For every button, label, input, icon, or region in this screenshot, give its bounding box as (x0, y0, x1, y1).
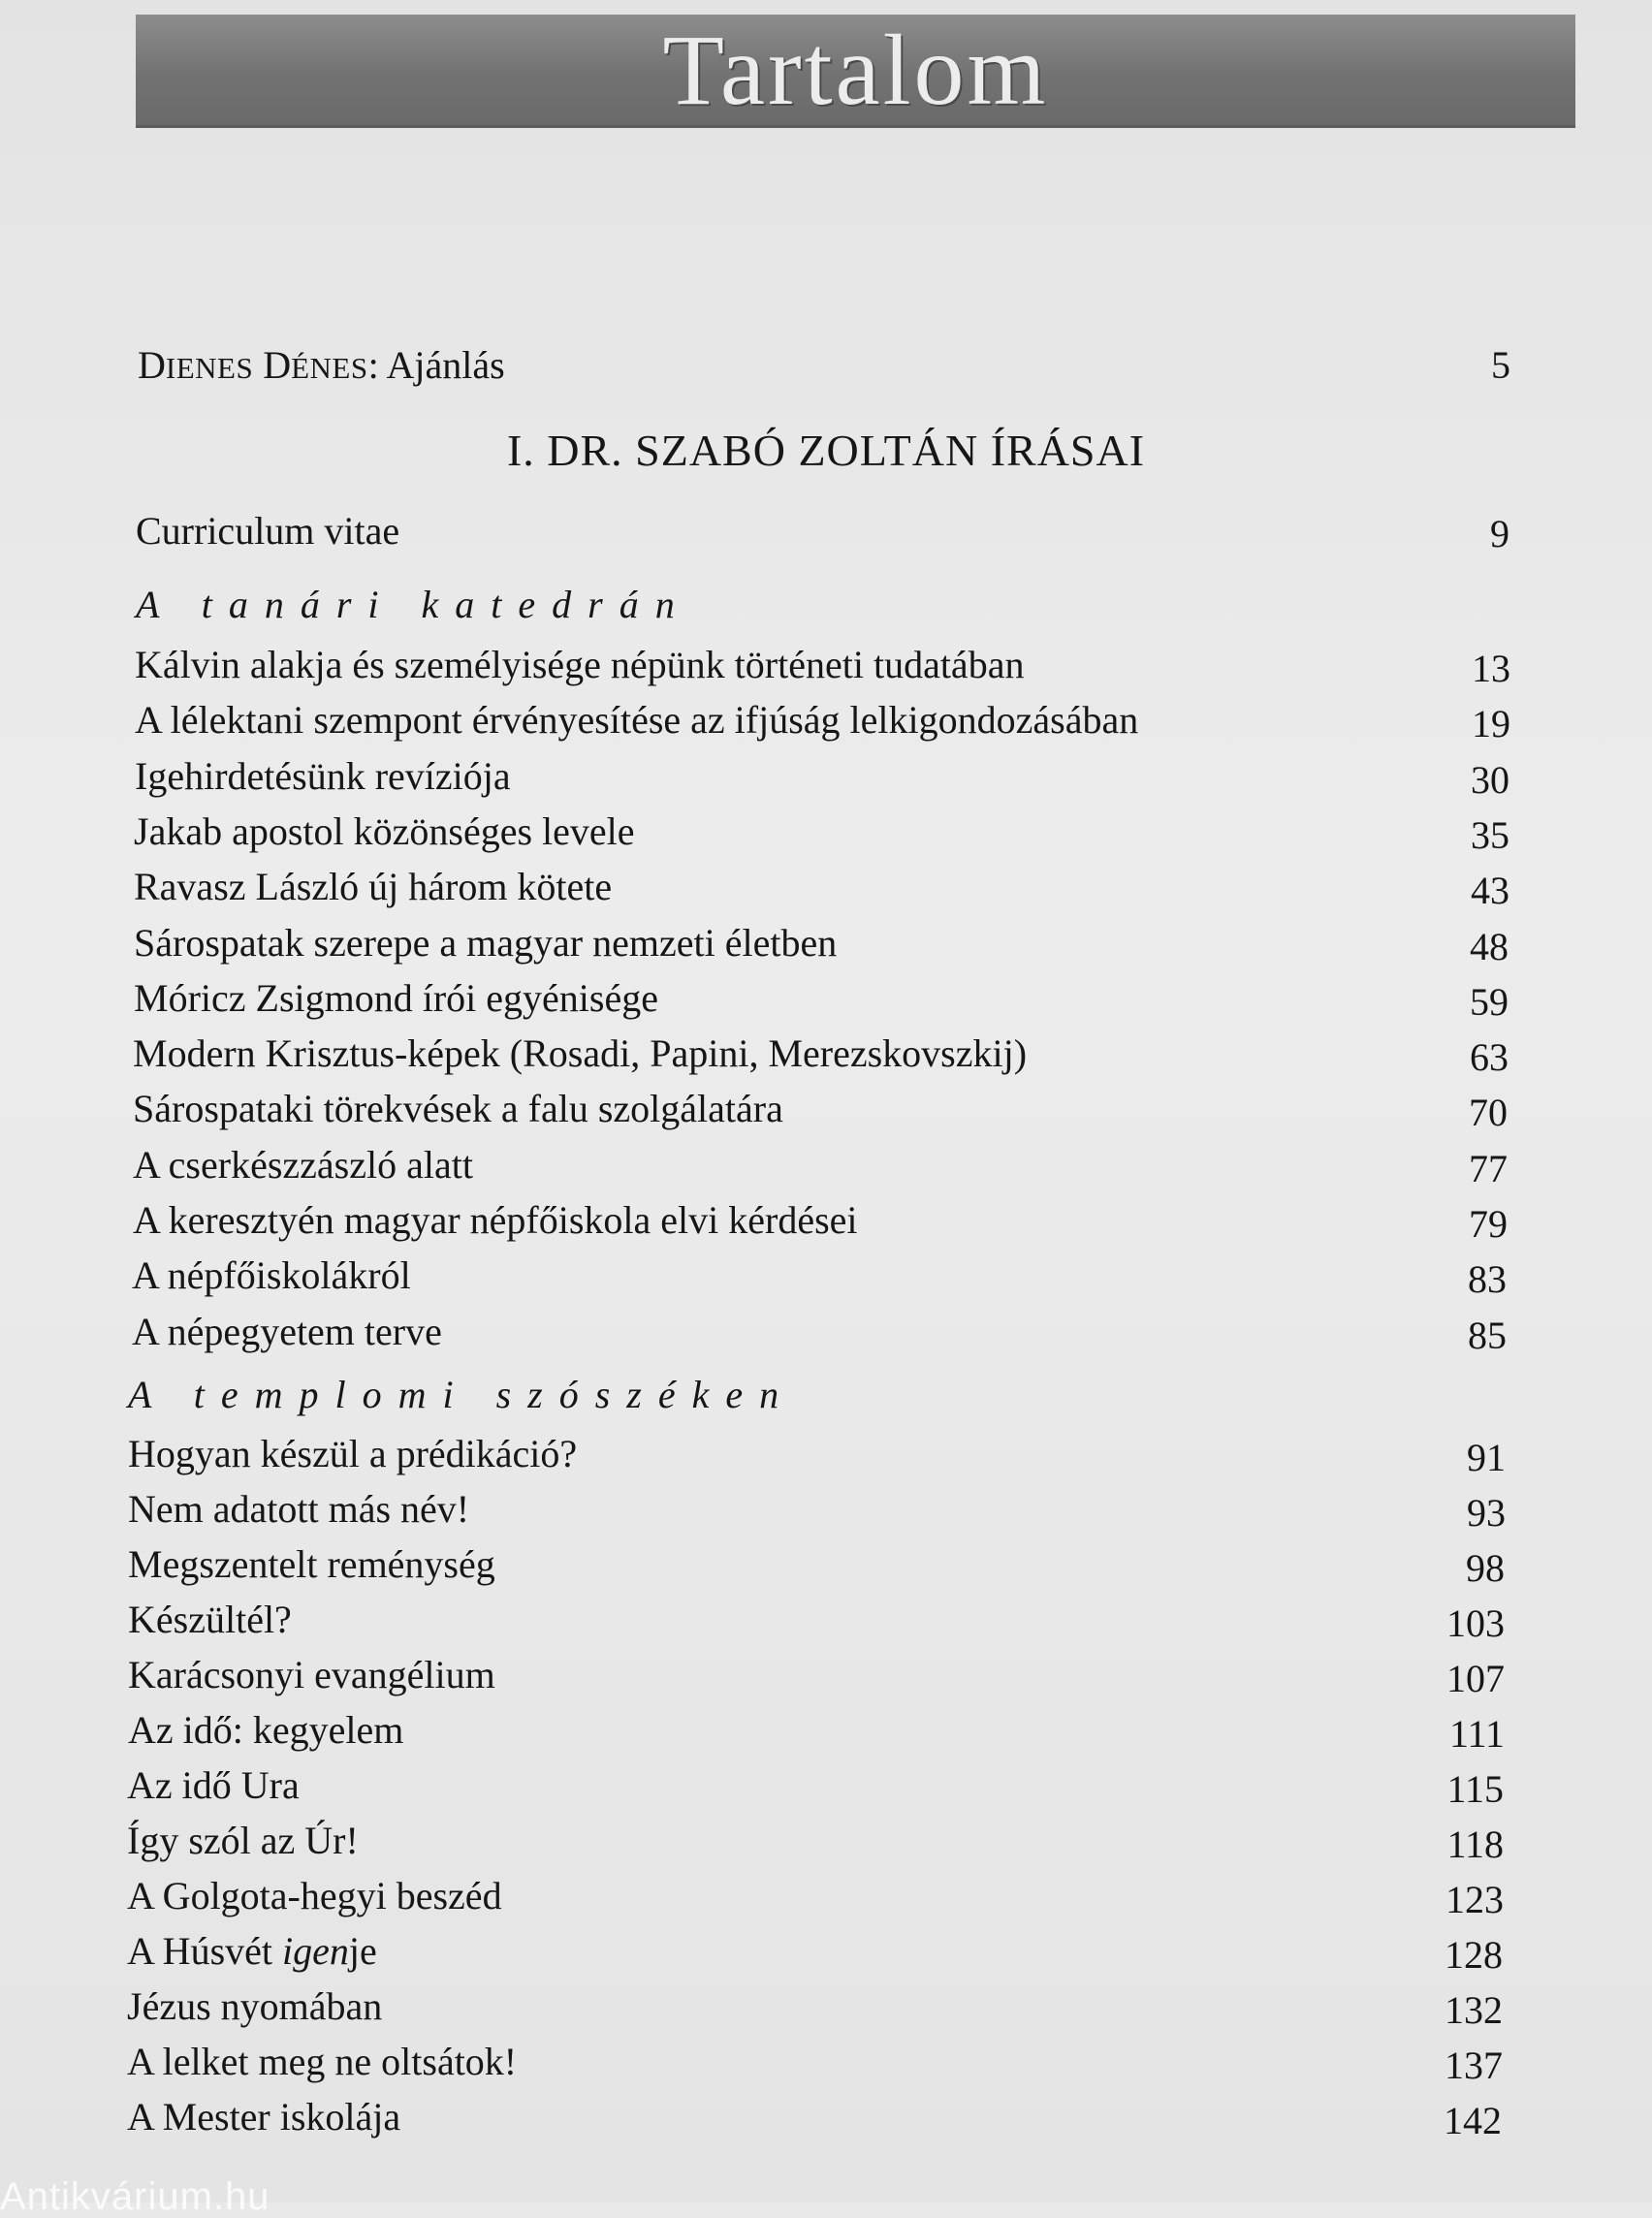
page-number: 91 (1467, 1436, 1506, 1479)
toc-entry-title: Készültél? (128, 1598, 292, 1641)
toc-entry (132, 1309, 442, 1355)
page-number: 79 (1469, 1202, 1508, 1246)
toc-entry (128, 1707, 403, 1754)
toc-entry (135, 753, 511, 800)
page-number: 128 (1445, 1933, 1503, 1977)
page-number: 98 (1466, 1546, 1505, 1590)
toc-entry-title: Igehirdetésünk revíziója (135, 754, 511, 798)
toc-entry-title: A Mester iskolája (127, 2095, 401, 2139)
page-number: 70 (1469, 1091, 1508, 1134)
toc-entry (128, 1597, 292, 1643)
toc-entry-title-italic: igen (282, 1929, 349, 1973)
toc-entry-title-part: A Húsvét (127, 1929, 282, 1973)
page-title: Tartalom (662, 15, 1049, 126)
page-number: 103 (1446, 1601, 1505, 1645)
toc-entry (127, 1818, 359, 1864)
toc-entry-title: Megszentelt reménység (128, 1542, 495, 1586)
page-number: 83 (1468, 1257, 1507, 1301)
author-last-rest: ÉNES (291, 351, 368, 385)
section-heading: I. DR. SZABÓ ZOLTÁN ÍRÁSAI (506, 426, 1146, 475)
toc-entry (128, 1541, 495, 1588)
page-number: 132 (1445, 1988, 1503, 2032)
page-number: 142 (1444, 2099, 1502, 2142)
toc-entry (133, 1030, 1027, 1077)
toc-entry-title: Hogyan készül a prédikáció? (128, 1432, 578, 1475)
page-number: 13 (1472, 647, 1510, 690)
intro-title: : Ajánlás (367, 343, 505, 387)
toc-entry-title: Így szól az Úr! (127, 1819, 359, 1862)
page-number: 107 (1446, 1657, 1505, 1700)
toc-entry-title: Jézus nyomában (127, 1984, 383, 2028)
toc-entry-title: Ravasz László új három kötete (134, 865, 613, 908)
toc-entry (127, 2039, 517, 2085)
page-number: 19 (1472, 702, 1510, 745)
toc-entry-title: A Golgota-hegyi beszéd (127, 1874, 502, 1917)
toc-entry (133, 1142, 473, 1188)
toc-entry (134, 920, 837, 966)
page-number: 123 (1446, 1878, 1504, 1921)
toc-entry (134, 864, 612, 910)
page-number: 43 (1471, 869, 1509, 912)
toc-entry (132, 1252, 411, 1299)
toc-entry-title: Sárospataki törekvések a falu szolgálatára (133, 1087, 783, 1130)
toc-entry (127, 1873, 502, 1919)
toc-entry (134, 808, 635, 855)
toc-entry-title: Kálvin alakja és személyisége népünk történeti tudatában (135, 643, 1025, 686)
toc-entry-title: A népegyetem terve (132, 1310, 442, 1353)
page-number: 35 (1471, 813, 1509, 857)
page-number: 77 (1469, 1147, 1508, 1190)
toc-entry (135, 697, 1138, 744)
toc-entry-title: A lelket meg ne oltsátok! (127, 2040, 518, 2083)
toc-entry-title: Karácsonyi evangélium (128, 1653, 495, 1696)
page-number: 118 (1446, 1822, 1504, 1866)
page-number: 93 (1467, 1491, 1506, 1535)
toc-entry (127, 1983, 382, 2030)
subsection-heading: A templomi szószéken (128, 1373, 796, 1416)
page-number: 30 (1471, 758, 1509, 802)
toc-entry (127, 1928, 377, 1975)
toc-entry-title: A népfőiskolákról (132, 1253, 411, 1297)
toc-entry-title: A cserkészzászló alatt (133, 1143, 473, 1187)
toc-entry (128, 1652, 495, 1698)
page-number: 85 (1468, 1314, 1507, 1357)
author-initial: D (138, 343, 166, 387)
toc-entry (128, 1486, 469, 1533)
toc-entry (133, 1086, 783, 1132)
page-number: 115 (1446, 1767, 1504, 1811)
page-number: 5 (1491, 343, 1510, 387)
toc-entry-title: Nem adatott más név! (128, 1487, 470, 1531)
toc-entry-title: A lélektani szempont érvényesítése az ifjúság lelkigondozásában (135, 698, 1139, 742)
page-number: 63 (1470, 1035, 1509, 1079)
toc-entry (127, 2094, 400, 2140)
subsection-heading: A tanári katedrán (136, 583, 691, 626)
toc-entry-title: Jakab apostol közönséges levele (134, 809, 635, 853)
toc-entry (134, 975, 658, 1022)
page-number: 111 (1448, 1712, 1505, 1756)
page-number: 59 (1470, 980, 1509, 1024)
toc-entry-title: A keresztyén magyar népfőiskola elvi kérdései (133, 1198, 858, 1242)
toc-entry (127, 1762, 300, 1809)
toc-entry-curriculum: Curriculum vitae (136, 509, 400, 553)
author-last-initial: D (263, 343, 292, 387)
toc-entry-title: Az idő: kegyelem (128, 1708, 404, 1752)
toc-entry (133, 1197, 858, 1244)
toc-entry-intro (138, 342, 505, 392)
toc-entry-title-part: je (348, 1929, 377, 1973)
toc-entry-title: Móricz Zsigmond írói egyénisége (134, 976, 658, 1020)
toc-entry (128, 1431, 577, 1477)
page-number: 137 (1445, 2044, 1503, 2087)
toc-entry-title: Az idő Ura (127, 1763, 300, 1807)
watermark-text: Antikvárium.hu (0, 2175, 270, 2218)
author-first-rest: IENES (165, 351, 254, 385)
page-number: 48 (1470, 925, 1509, 968)
toc-entry-title: Modern Krisztus-képek (Rosadi, Papini, Merezskovszkij) (133, 1031, 1028, 1075)
toc-entry (135, 642, 1024, 688)
page-number: 9 (1490, 512, 1509, 555)
toc-entry-title: Sárospatak szerepe a magyar nemzeti életben (134, 921, 838, 965)
